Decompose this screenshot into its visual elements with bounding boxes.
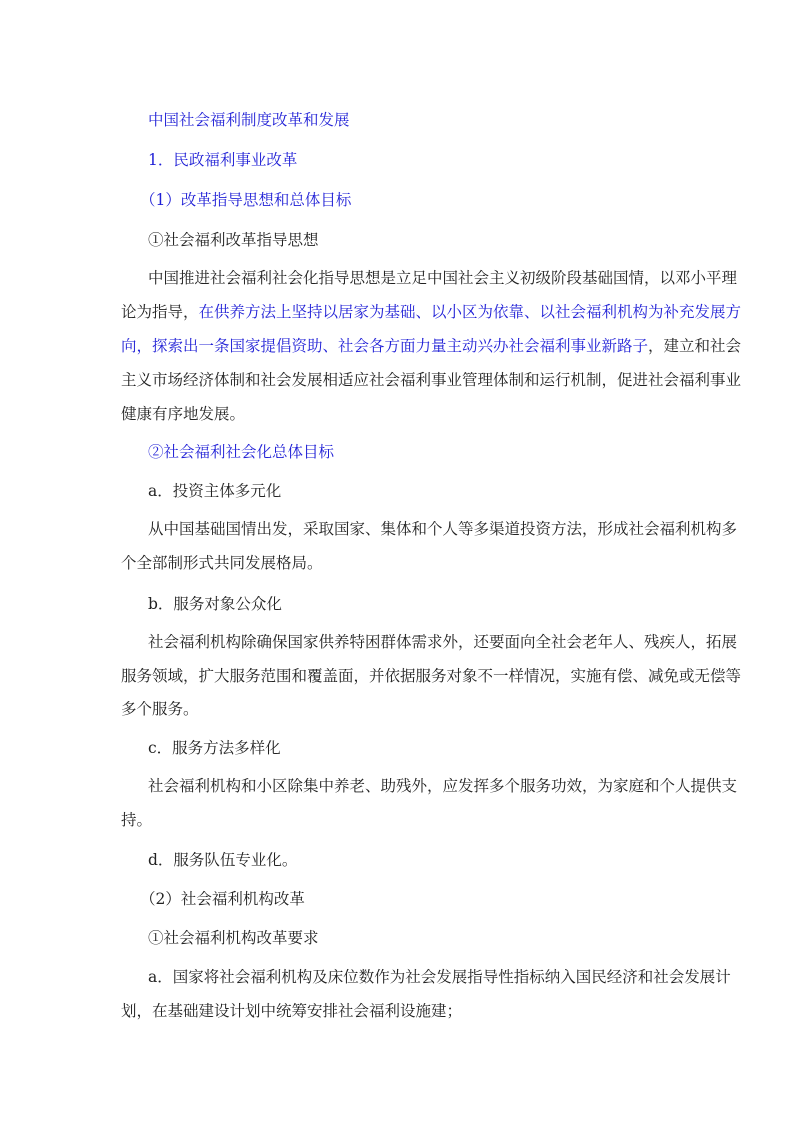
paragraph-1-line-3 bbox=[121, 336, 800, 356]
paragraph-5-line-1: a．国家将社会福利机构及床位数作为社会发展指导性指标纳入国民经济和社会发展计 bbox=[148, 968, 731, 986]
section-heading-1: 1．民政福利事业改革 bbox=[148, 151, 298, 169]
paragraph-2-line-2: 个全部制形式共同发展格局。 bbox=[121, 554, 323, 572]
paragraph-1-line-4: 主义市场经济体制和社会发展相适应社会福利事业管理体制和运行机制，促进社会福利事业 bbox=[121, 371, 742, 389]
paragraph-1-line-1: 中国推进社会福利社会化指导思想是立足中国社会主义初级阶段基础国情，以邓小平理 bbox=[148, 269, 738, 287]
paragraph-1-line-5: 健康有序地发展。 bbox=[121, 405, 246, 423]
paragraph-3-line-2: 服务领域，扩大服务范围和覆盖面，并依据服务对象不一样情况，实施有偿、减免或无偿等 bbox=[121, 667, 742, 685]
point-heading-3: ①社会福利机构改革要求 bbox=[148, 929, 319, 947]
document-title: 中国社会福利制度改革和发展 bbox=[148, 111, 350, 129]
paragraph-5-line-2: 划，在基础建设计划中统筹安排社会福利设施建； bbox=[121, 1002, 463, 1020]
paragraph-1-line-2b: 在供养方法上坚持以居家为基础、以小区为依靠、以社会福利机构为补充发展方 bbox=[198, 303, 742, 321]
paragraph-1-line-3b: ，建立和社会 bbox=[648, 337, 742, 355]
paragraph-4-line-1: 社会福利机构和小区除集中养老、助残外，应发挥多个服务功效，为家庭和个人提供支 bbox=[148, 777, 738, 795]
paragraph-1-line-2 bbox=[121, 302, 800, 322]
point-heading-1: ①社会福利改革指导思想 bbox=[148, 231, 319, 249]
subsection-heading-1: （1）改革指导思想和总体目标 bbox=[140, 191, 352, 209]
paragraph-1-line-2a: 论为指导， bbox=[121, 303, 199, 321]
paragraph-2-line-1: 从中国基础国情出发，采取国家、集体和个人等多渠道投资方法，形成社会福利机构多 bbox=[148, 520, 738, 538]
point-heading-2: ②社会福利社会化总体目标 bbox=[148, 443, 335, 461]
subsection-heading-2: （2）社会福利机构改革 bbox=[140, 890, 305, 908]
item-b-heading: b．服务对象公众化 bbox=[148, 595, 282, 613]
item-c-heading: c．服务方法多样化 bbox=[148, 739, 281, 757]
item-d-heading: d．服务队伍专业化。 bbox=[148, 851, 298, 869]
item-a-heading: a．投资主体多元化 bbox=[148, 482, 282, 500]
paragraph-3-line-1: 社会福利机构除确保国家供养特困群体需求外，还要面向全社会老年人、残疾人，拓展 bbox=[148, 633, 738, 651]
paragraph-4-line-2: 持。 bbox=[121, 811, 153, 829]
paragraph-1-line-3a: 向，探索出一条国家提倡资助、社会各方面力量主动兴办社会福利事业新路子 bbox=[121, 337, 649, 355]
paragraph-3-line-3: 多个服务。 bbox=[121, 700, 199, 718]
